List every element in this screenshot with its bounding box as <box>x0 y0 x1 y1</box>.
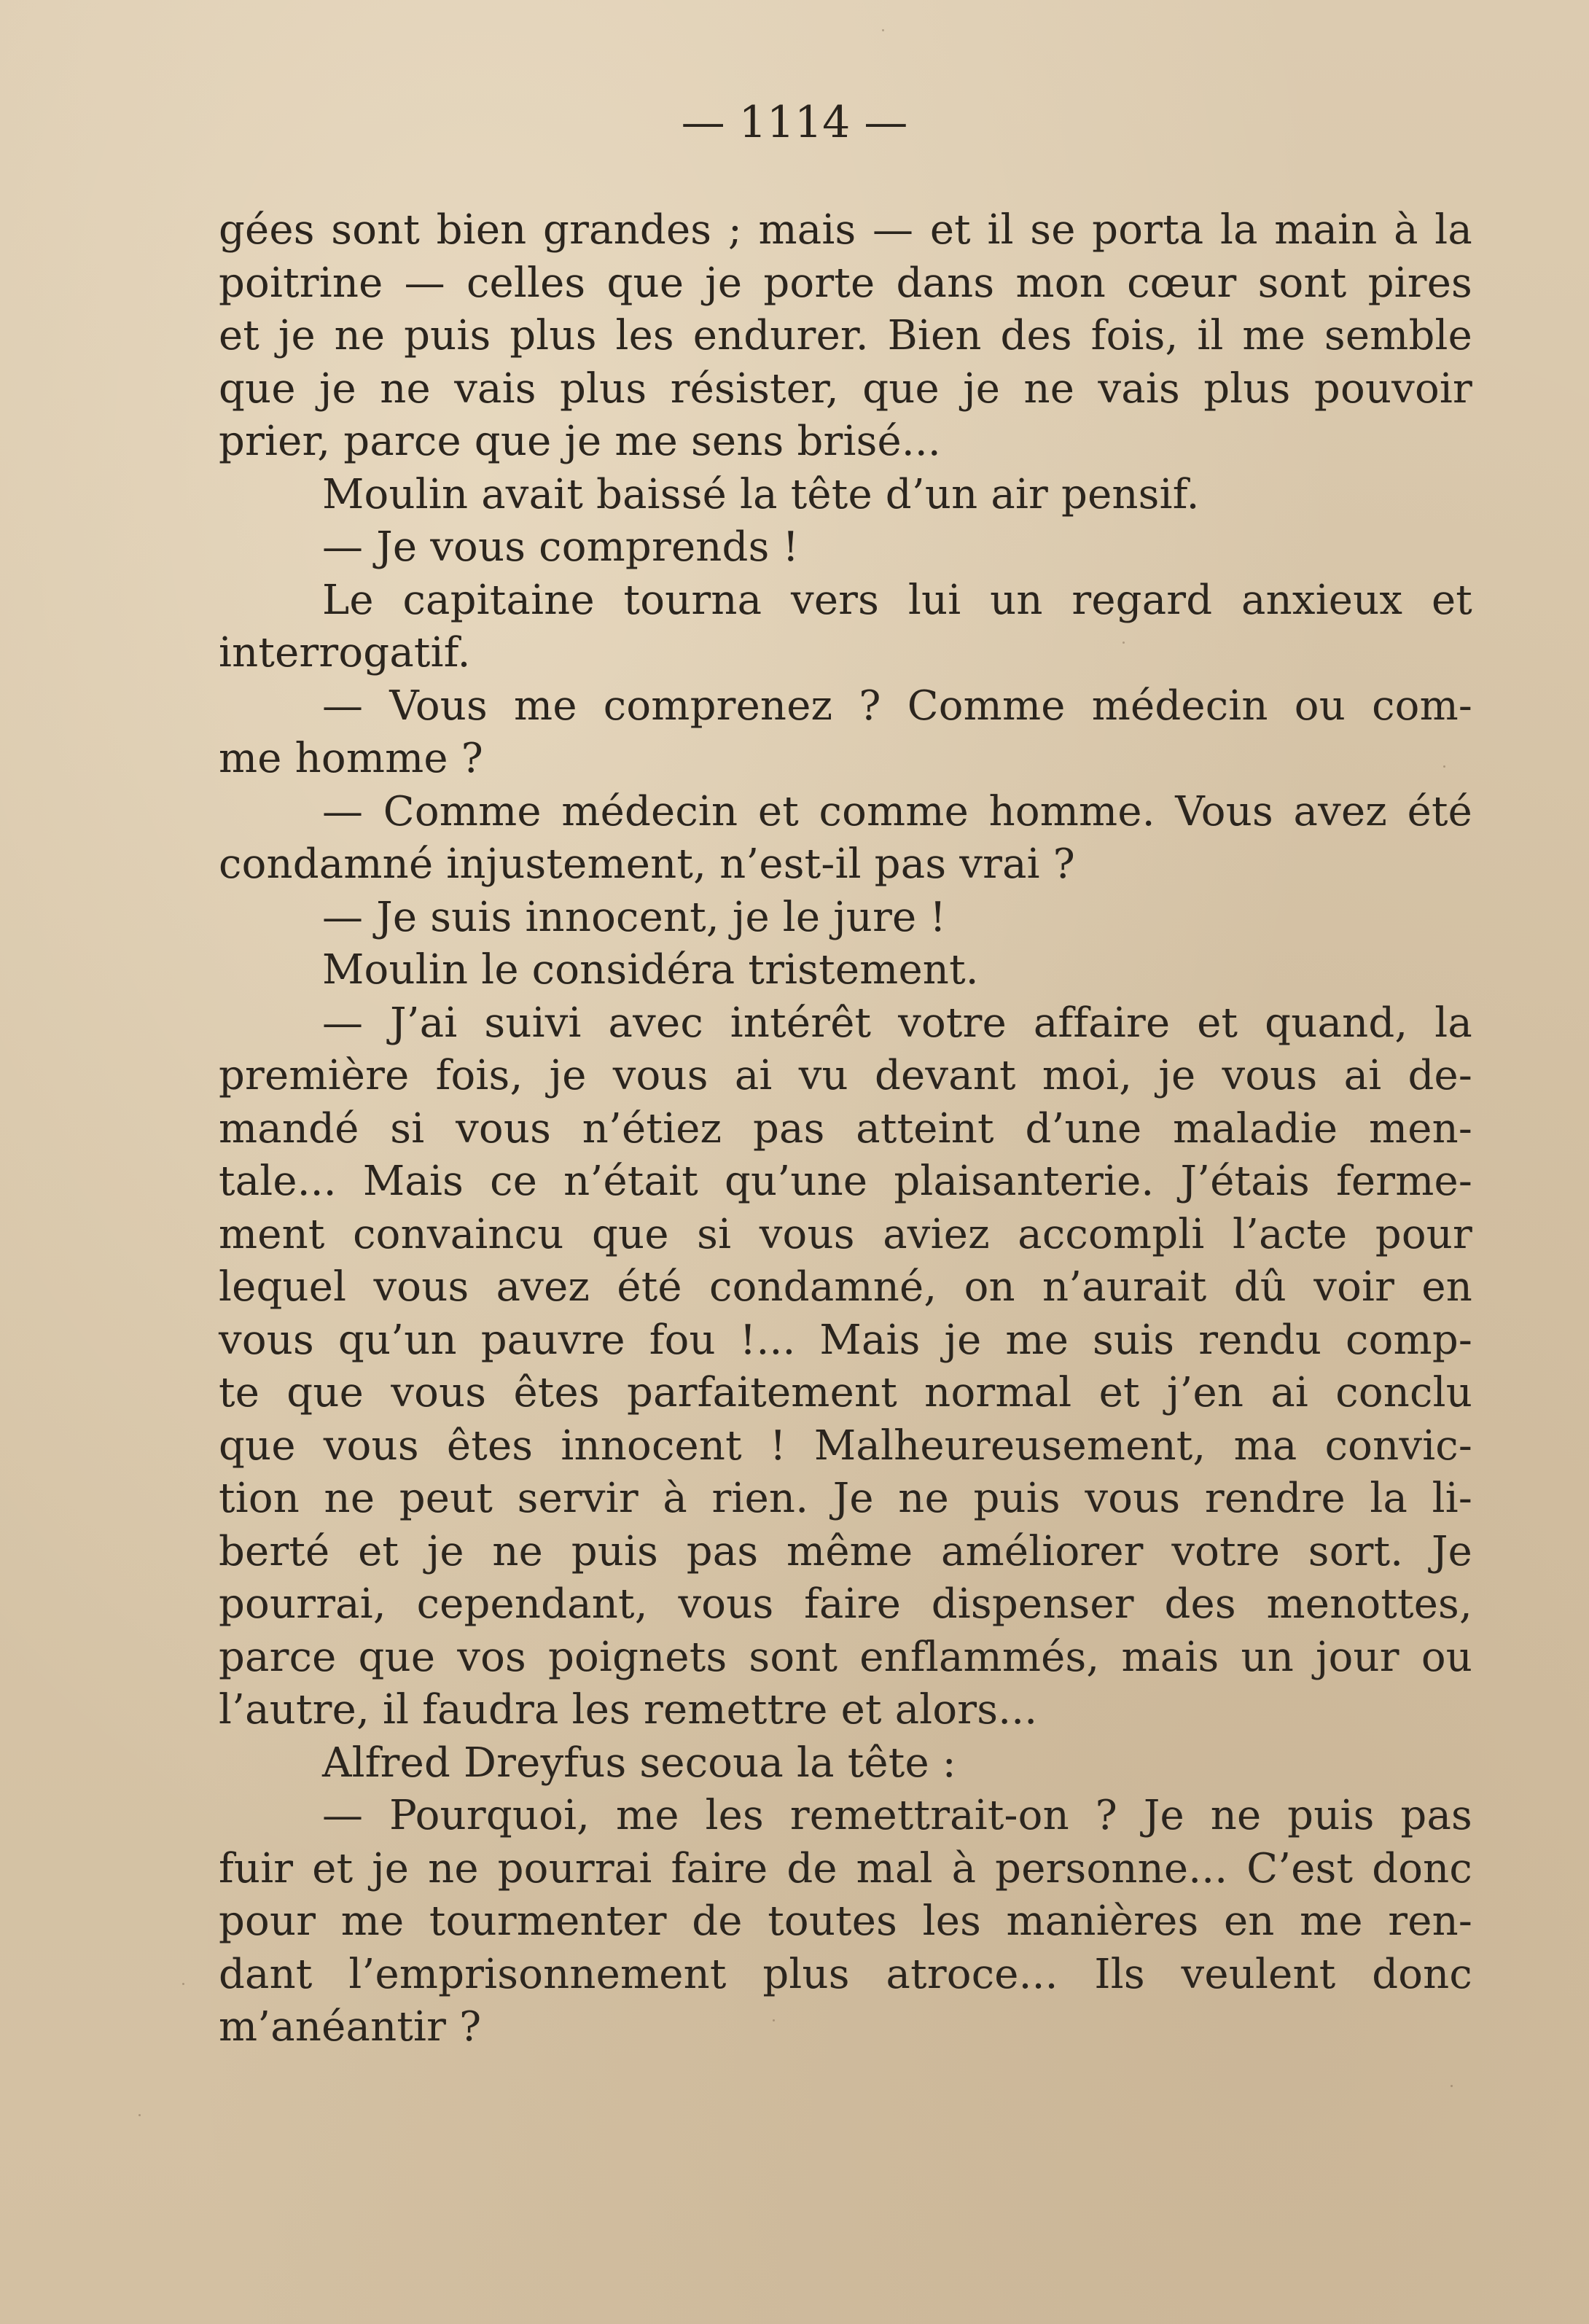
paper-speck <box>138 2114 141 2116</box>
text-line: fuir et je ne pourrai faire de mal à personne... C’est donc <box>219 1844 1472 1892</box>
text-line: te que vous êtes parfaitement normal et j’en ai conclu <box>219 1369 1472 1416</box>
text-line: dant l’emprisonnement plus atroce... Ils veulent donc <box>219 1950 1472 1998</box>
text-line: gées sont bien grandes ; mais — et il se porta la main à la <box>219 206 1472 254</box>
text-line: condamné injustement, n’est-il pas vrai ? <box>219 841 1075 888</box>
text-line: — Comme médecin et comme homme. Vous avez été <box>322 787 1472 835</box>
text-line: que vous êtes innocent ! Malheureusement, ma convic- <box>219 1422 1472 1470</box>
text-line: Le capitaine tourna vers lui un regard anxieux et <box>322 576 1472 624</box>
text-line: et je ne puis plus les endurer. Bien des fois, il me semble <box>219 312 1472 359</box>
text-line: m’anéantir ? <box>219 2003 482 2051</box>
text-line: parce que vos poignets sont enflammés, mais un jour ou <box>219 1633 1472 1681</box>
text-line: — Pourquoi, me les remettrait-on ? Je ne puis pas <box>322 1792 1472 1839</box>
text-line: Moulin le considéra tristement. <box>322 946 979 994</box>
text-line: pourrai, cependant, vous faire dispenser des menottes, <box>219 1580 1472 1628</box>
text-line: première fois, je vous ai vu devant moi, je vous ai de- <box>219 1052 1472 1099</box>
text-line: pour me tourmenter de toutes les manières en me ren- <box>219 1898 1472 1945</box>
paper-speck <box>882 29 884 31</box>
text-line: vous qu’un pauvre fou !... Mais je me suis rendu comp- <box>219 1316 1472 1364</box>
text-line: l’autre, il faudra les remettre et alors... <box>219 1686 1038 1734</box>
text-line: berté et je ne puis pas même améliorer votre sort. Je <box>219 1527 1472 1575</box>
page-number: — 1114 — <box>681 97 908 148</box>
paper-speck <box>1451 2085 1453 2087</box>
text-line: prier, parce que je me sens brisé... <box>219 418 941 465</box>
text-line: que je ne vais plus résister, que je ne vais plus pouvoir <box>219 364 1472 413</box>
text-line: mandé si vous n’étiez pas atteint d’une maladie men- <box>219 1104 1472 1153</box>
text-line: Alfred Dreyfus secoua la tête : <box>322 1739 956 1787</box>
text-line: — Je suis innocent, je le jure ! <box>322 893 947 941</box>
body-text <box>219 204 1472 2054</box>
text-line: ment convaincu que si vous aviez accompli l’acte pour <box>219 1210 1472 1258</box>
text-line: lequel vous avez été condamné, on n’aurait dû voir en <box>219 1263 1472 1311</box>
text-line: me homme ? <box>219 735 483 782</box>
text-line: Moulin avait baissé la tête d’un air pensif. <box>322 470 1200 518</box>
text-line: poitrine — celles que je porte dans mon cœur sont pires <box>219 259 1472 307</box>
text-line: — Je vous comprends ! <box>322 523 800 571</box>
text-line: — J’ai suivi avec intérêt votre affaire et quand, la <box>322 999 1472 1047</box>
text-line: interrogatif. <box>219 629 471 676</box>
text-line: tion ne peut servir à rien. Je ne puis vous rendre la li- <box>219 1475 1472 1522</box>
paper-speck <box>182 1983 184 1985</box>
text-line: tale... Mais ce n’était qu’une plaisanterie. J’étais ferme- <box>219 1158 1472 1205</box>
text-line: — Vous me comprenez ? Comme médecin ou com- <box>322 682 1472 730</box>
